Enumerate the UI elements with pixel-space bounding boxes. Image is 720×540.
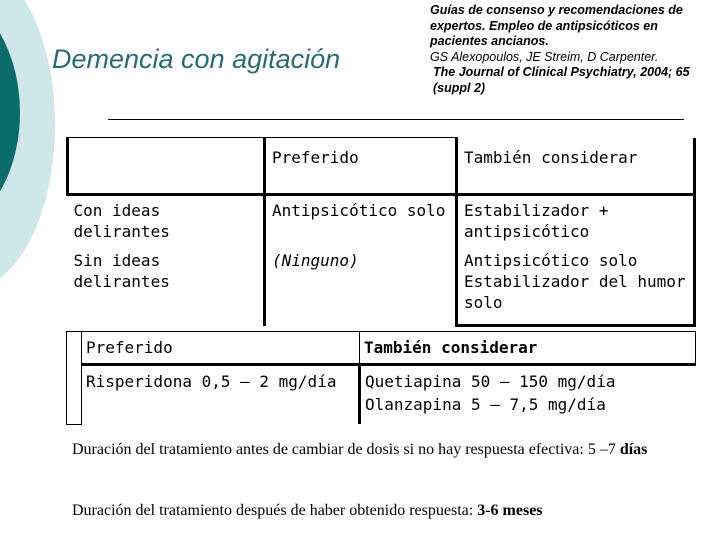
note-duration-after-response (72, 501, 712, 521)
preferred-dose: Risperidona 0,5 – 2 mg/día (82, 365, 360, 425)
table-spacer-cell (67, 332, 82, 425)
divider-line (108, 119, 684, 120)
table-header-row (68, 138, 695, 195)
treatment-table (66, 137, 696, 327)
slide-title: Demencia con agitación (52, 44, 341, 74)
header-also-consider: También considerar (360, 332, 696, 365)
table-header-row (67, 332, 696, 365)
reference-journal: The Journal of Clinical Psychiatry, 2004; 65 (suppl 2) (433, 65, 690, 95)
also-consider-item: Estabilizador del humor solo (464, 272, 686, 312)
alternative-dose-item: Olanzapina 5 – 7,5 mg/día (365, 395, 606, 414)
preferred-cell: Antipsicótico solo (265, 195, 457, 247)
note-duration-before-change (72, 440, 672, 460)
reference-authors: GS Alexopoulos, JE Streim, D Carpenter. (430, 49, 659, 64)
alternative-doses (360, 365, 696, 425)
table-row (68, 195, 695, 247)
also-consider-cell: Estabilizador + antipsicótico (457, 195, 695, 247)
header-preferred: Preferido (265, 138, 457, 195)
also-consider-item: Antipsicótico solo (464, 251, 638, 270)
note-text: Duración del tratamiento antes de cambiar de dosis si no hay respuesta efectiva: 5 –7 (72, 441, 616, 458)
reference-block (430, 3, 718, 96)
also-consider-cell (457, 246, 695, 326)
row-label: Con ideas delirantes (73, 201, 170, 241)
preferred-none: (Ninguno) (272, 251, 359, 270)
note-emphasis: 3-6 meses (477, 502, 543, 519)
header-empty-cell (68, 138, 265, 195)
preferred-cell (265, 246, 457, 326)
header-preferred: Preferido (82, 332, 360, 365)
note-emphasis: días (619, 441, 648, 458)
reference-guideline: Guías de consenso y recomendaciones de expertos. Empleo de antipsicóticos en pacientes ancianos. (430, 3, 683, 48)
note-text: Duración del tratamiento después de haber obtenido respuesta: (72, 502, 474, 519)
row-label: Sin ideas delirantes (73, 251, 170, 291)
table-row (67, 365, 696, 425)
alternative-dose-item: Quetiapina 50 – 150 mg/día (365, 372, 616, 391)
header-also-consider: También considerar (457, 138, 695, 195)
dosage-table (66, 331, 696, 425)
table-row (68, 246, 695, 326)
